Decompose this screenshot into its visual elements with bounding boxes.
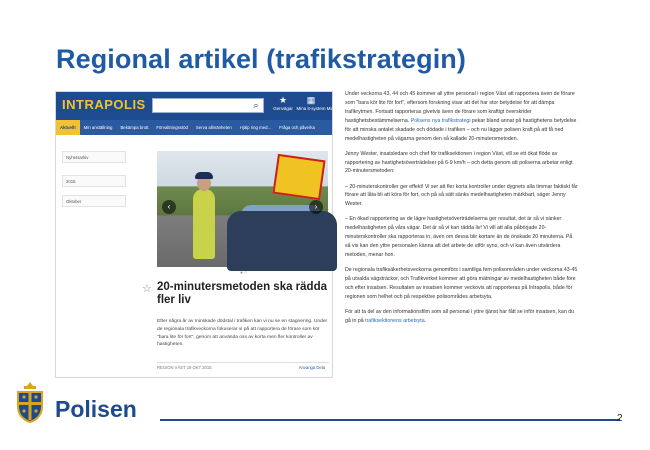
favorite-star-icon[interactable]: ☆ bbox=[142, 283, 152, 295]
paragraph: – En ökad rapportering av de lägre hastighetsöverträdelserna ger resultat, det är så vi sänker medelhastigheten på våra vägar. Det är så vi kan rädda liv! Vi vill att alla påbörjade 20-minuterskontroller ska rapporteras in, även om dessa blir kortare än de önskade 20 minuterna. På så vis kan den yttre personalen känna att det arbete de utför syns, och vi kan även utvärdera metoden, menar hon. bbox=[345, 216, 573, 259]
person-icon: ● bbox=[334, 95, 340, 105]
article-body bbox=[345, 90, 578, 332]
it-systems-button[interactable]: ▦ Mina it-system bbox=[296, 95, 326, 111]
chevron-left-icon[interactable]: ‹ bbox=[162, 200, 176, 214]
search-icon[interactable]: ⌕ bbox=[253, 100, 259, 110]
paragraph: För att ta del av den informationsfilm som all personal i yttre tjänst har fått se inför insatsen, kan du gå in på trafiksektionens arbetsyta. bbox=[345, 308, 575, 324]
carousel-dots[interactable]: ●○ bbox=[240, 270, 249, 276]
school-sign bbox=[272, 154, 325, 200]
footer-rule bbox=[160, 419, 620, 421]
paragraph: Jenny Wester, insatsledare och chef för trafiksektionen i region Väst, vill se ett ökat flöde av rapportering av hastighetsöverträdelser på 6-9 km/h – och detta genom att poliserna arbetar enligt 20-minutersmetoden: bbox=[345, 150, 573, 175]
article-lede: Efter några år av minskade dödstal i trafiken kan vi nu se en stagnering. Under de regionala trafikveckorna fokuserar vi på att rapportera de förare som kör "bara lite för fort", genom att använda oss av korta men fler kontroller av hastigheten. bbox=[157, 319, 328, 348]
my-pages-button[interactable]: ● Mina sidor bbox=[322, 95, 352, 112]
star-icon: ★ bbox=[278, 95, 288, 105]
polisen-logo: Polisen bbox=[55, 396, 137, 422]
page-number: 2 bbox=[617, 413, 623, 424]
arbetsyta-link[interactable]: trafiksektionens arbetsyta bbox=[365, 317, 425, 324]
sidebar-item-nyhetsarkiv[interactable]: Nyhetsarkiv bbox=[62, 151, 126, 163]
trafikstrategi-link[interactable]: Polisens nya trafikstrategi bbox=[410, 117, 471, 124]
article-headline: 20-minutersmetoden ska rädda fler liv bbox=[157, 281, 328, 306]
sidebar-item-year[interactable]: 2015 bbox=[62, 175, 126, 187]
paragraph: De regionala trafiksäkerhetsveckorna genomförs i samtliga fem polisområden under veckorna 43-45 på utvalda vägsträckor, och Trafikverket kommer att göra mätningar av medelhastigheten både före och efter insatsen. Resultaten av insatsen kommer veckovis att rapporteras på Intrapolis, både för regionen som helhet och på respektive polisområdes arbetsyta. bbox=[345, 267, 578, 300]
nav-item-bekampa-brott[interactable]: Bekämpa brott bbox=[120, 125, 149, 130]
share-links[interactable]: Anvanga Dela bbox=[298, 365, 325, 370]
intrapolis-logo: INTRAPOLIS bbox=[62, 97, 146, 112]
sidebar-item-month[interactable]: Oktober bbox=[62, 195, 126, 207]
main-nav bbox=[56, 120, 332, 135]
police-crest-icon bbox=[14, 380, 46, 424]
article-date: REGION VÄST 19 OKT 2015 bbox=[157, 365, 212, 370]
grid-icon: ▦ bbox=[306, 95, 316, 105]
intrapolis-header bbox=[56, 92, 348, 120]
search-input[interactable] bbox=[152, 98, 264, 113]
article-photo bbox=[157, 151, 328, 267]
shortcuts-button[interactable]: ★ Genvägar bbox=[268, 95, 298, 112]
intrapolis-screenshot bbox=[55, 91, 348, 378]
paragraph: – 20-minuterskontroller ger effekt! Vi ser att fler korta kontroller under dygnets alla timmar faktiskt får förare att låta bli att köra för fort, och på så sätt sänks medelhastigheten märkbart, säger Jenny Wester. bbox=[345, 183, 578, 208]
chevron-right-icon[interactable]: › bbox=[309, 200, 323, 214]
nav-item-hjalp[interactable]: Hjälp ring med... bbox=[239, 125, 272, 130]
paragraph: Under veckorna 43, 44 och 45 kommer all yttre personal i region Väst att rapportera även de förare som "bara kör lite för fort", eftersom forskning visar att det har stor betydelse för att dämpa trafikrytmen. Fortsatt rapporteras givetvis även de förare som kraftigt överskrider hastighetsbestämmelserna. Polisens nya trafikstrategi pekar bland annat på hastighetens betydelse för att minska antalet skadade och dödade i trafiken – och nu lägger polisen kraft på att få ned medelhastigheten på vägarna genom den så kallade 20-minutersmetoden. bbox=[345, 91, 577, 142]
nav-item-fraga-paverka[interactable]: Fråga och påverka bbox=[279, 125, 315, 130]
nav-item-aktuellt[interactable]: Aktuellt bbox=[56, 120, 80, 135]
slide-title: Regional artikel (trafikstrategin) bbox=[56, 44, 466, 74]
nav-item-anstallning[interactable]: Min anställning bbox=[83, 125, 113, 130]
article-meta bbox=[157, 362, 329, 370]
nav-item-forvaltningsstod[interactable]: Förvaltningsstöd bbox=[156, 125, 188, 130]
nav-item-serva-allmanheten[interactable]: Serva allmänheten bbox=[195, 125, 232, 130]
